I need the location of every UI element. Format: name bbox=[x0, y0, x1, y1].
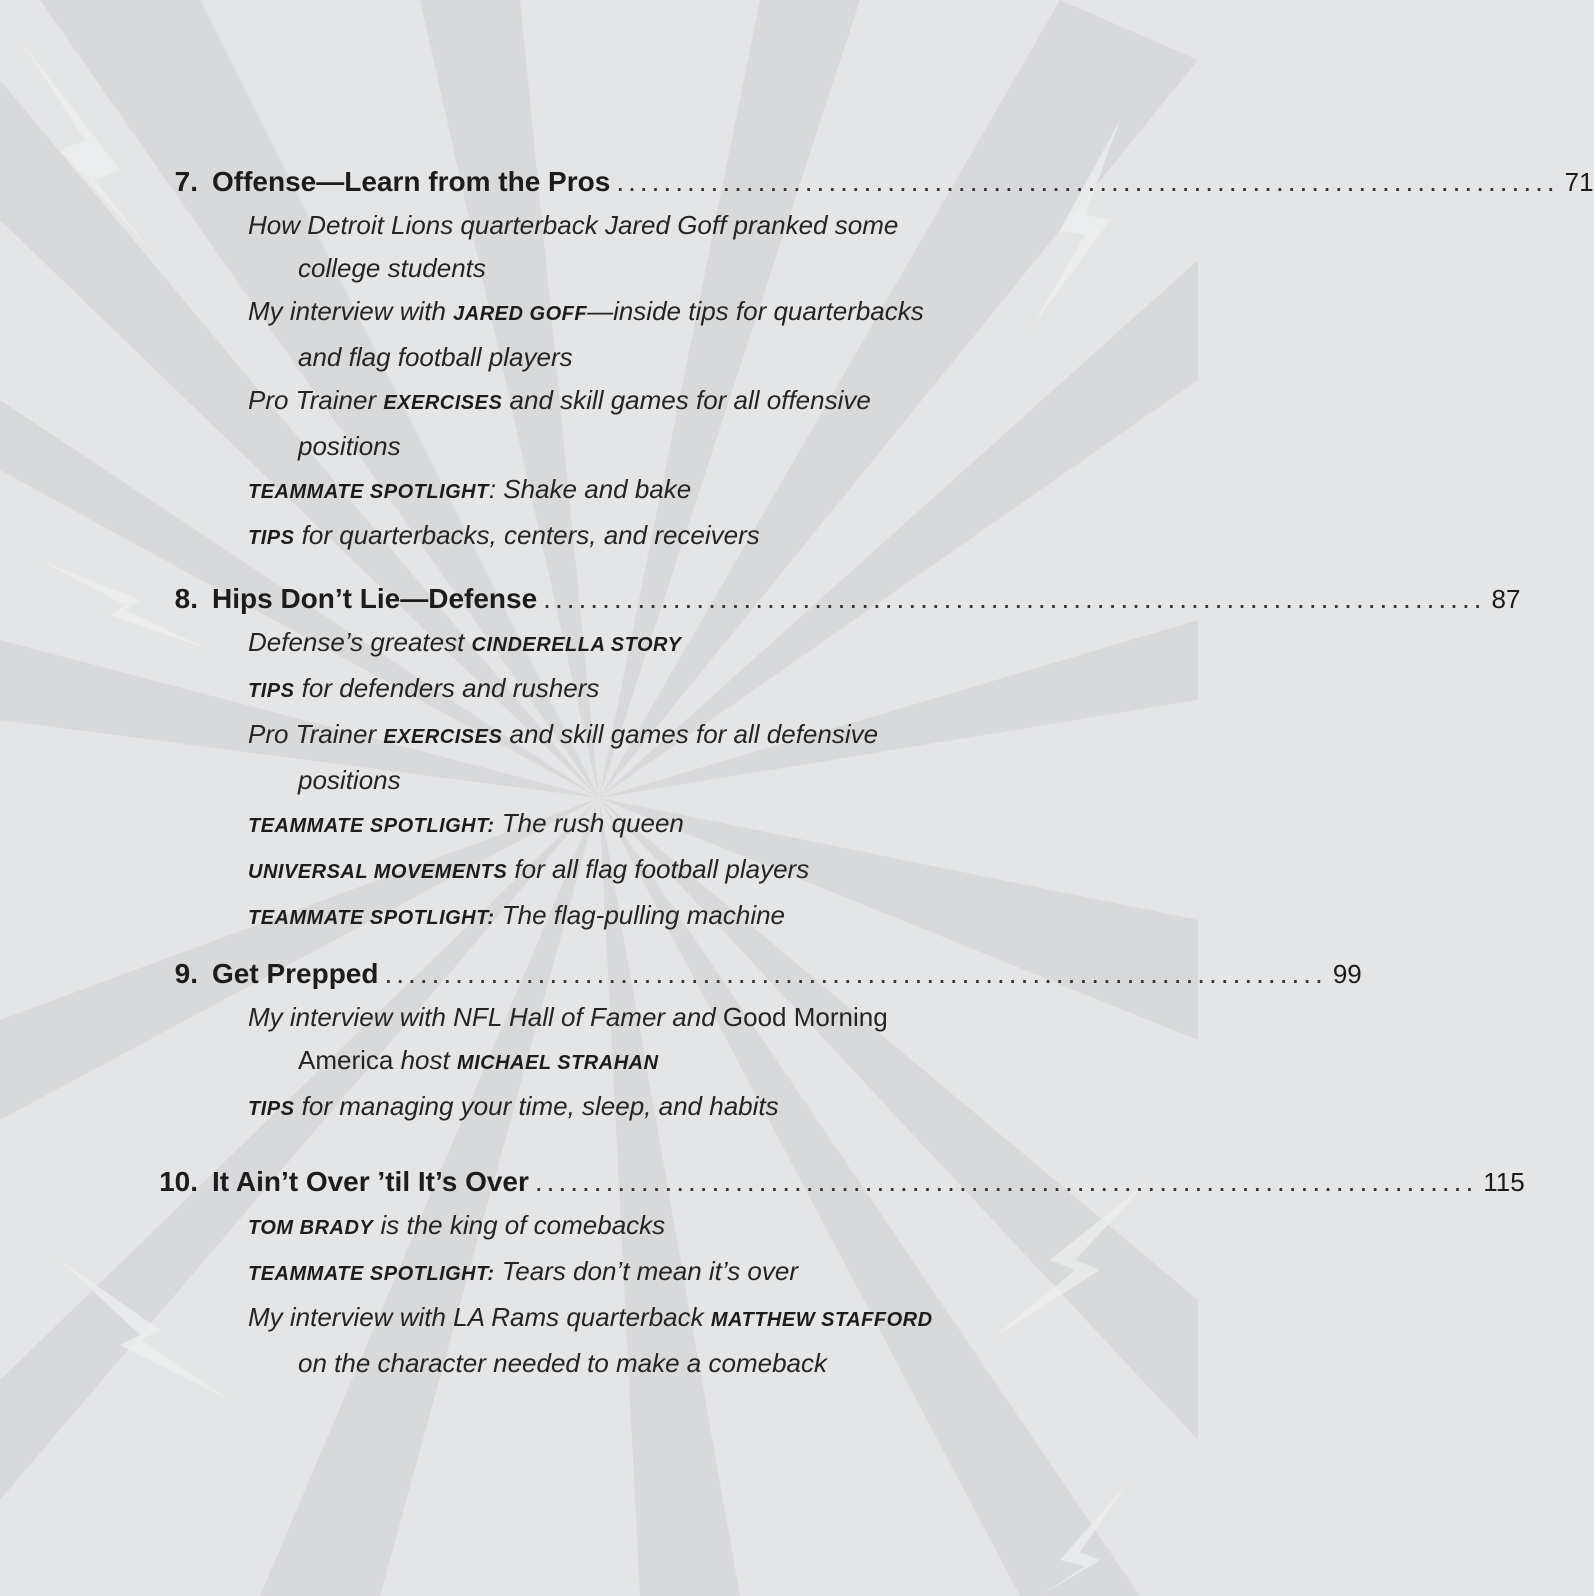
dot-leader: ................................................................................ bbox=[534, 1166, 1478, 1197]
chapter-entry bbox=[248, 290, 938, 379]
entry-keyword: TOM BRADY bbox=[248, 1217, 374, 1239]
entry-text: Good Morning bbox=[722, 1002, 888, 1032]
entry-line bbox=[248, 1250, 938, 1296]
entry-line bbox=[248, 802, 938, 848]
entry-line bbox=[248, 713, 938, 759]
entry-text: for all flag football players bbox=[507, 854, 810, 884]
entry-line bbox=[248, 1085, 938, 1131]
chapter-number: 7. bbox=[174, 166, 198, 197]
entry-line bbox=[248, 894, 938, 940]
chapter-entry bbox=[248, 379, 938, 468]
chapter-section bbox=[150, 160, 1594, 560]
chapter-entry bbox=[248, 894, 938, 940]
chapter-number: 9. bbox=[174, 958, 198, 989]
chapter-page-number: 87 bbox=[1491, 584, 1521, 614]
entry-text: and skill games for all offensive bbox=[502, 385, 871, 415]
entry-text: Pro Trainer bbox=[248, 719, 384, 749]
entry-keyword: UNIVERSAL MOVEMENTS bbox=[248, 861, 508, 883]
entry-text: is the king of comebacks bbox=[373, 1210, 666, 1240]
entry-line bbox=[248, 1039, 938, 1085]
chapter-section bbox=[150, 952, 1362, 1131]
chapter-title: It Ain’t Over ’til It’s Over bbox=[212, 1166, 529, 1197]
entry-text: on the character needed to make a comeback bbox=[298, 1348, 827, 1378]
chapter-title: Offense—Learn from the Pros bbox=[212, 166, 611, 197]
entry-line bbox=[248, 1296, 938, 1342]
entry-line bbox=[248, 290, 938, 336]
entry-keyword: JARED GOFF bbox=[453, 303, 588, 325]
entry-keyword: CINDERELLA STORY bbox=[471, 634, 682, 656]
entry-text: college students bbox=[298, 253, 486, 283]
entry-line bbox=[248, 425, 938, 468]
chapter-entry bbox=[248, 996, 938, 1085]
entry-text: How Detroit Lions quarterback Jared Goff pranked some bbox=[248, 210, 899, 240]
entry-keyword: TEAMMATE SPOTLIGHT: bbox=[248, 815, 495, 837]
entry-text: host bbox=[393, 1045, 457, 1075]
entry-line bbox=[248, 848, 938, 894]
entry-text: positions bbox=[298, 765, 401, 795]
entry-text: My interview with LA Rams quarterback bbox=[248, 1302, 711, 1332]
chapter-entry bbox=[248, 1204, 938, 1250]
entry-keyword: TIPS bbox=[248, 680, 295, 702]
chapter-heading[interactable] bbox=[150, 577, 1521, 621]
chapter-heading[interactable] bbox=[150, 160, 1594, 204]
chapter-title: Hips Don’t Lie—Defense bbox=[212, 583, 538, 614]
dot-leader: ................................................................................ bbox=[616, 166, 1559, 197]
chapter-number: 8. bbox=[174, 583, 198, 614]
dot-leader: ................................................................................ bbox=[543, 583, 1486, 614]
entry-keyword: MICHAEL STRAHAN bbox=[456, 1052, 659, 1074]
chapter-entry bbox=[248, 204, 938, 290]
entry-keyword: MATTHEW STAFFORD bbox=[710, 1309, 933, 1331]
chapter-entry bbox=[248, 667, 938, 713]
dot-leader: ................................................................................ bbox=[384, 958, 1327, 989]
entry-text: My interview with NFL Hall of Famer and bbox=[248, 1002, 723, 1032]
entry-keyword: TIPS bbox=[248, 527, 295, 549]
entry-keyword: TEAMMATE SPOTLIGHT: bbox=[248, 907, 495, 929]
entry-text: : Shake and bake bbox=[488, 474, 692, 504]
entry-line bbox=[248, 379, 938, 425]
chapter-entry bbox=[248, 713, 938, 802]
chapter-page-number: 71 bbox=[1564, 167, 1594, 197]
entry-text: and flag football players bbox=[298, 342, 573, 372]
entry-text: The flag-pulling machine bbox=[494, 900, 786, 930]
chapter-entry bbox=[248, 621, 938, 667]
entry-text: The rush queen bbox=[494, 808, 684, 838]
chapter-entry bbox=[248, 468, 938, 514]
entry-text: for quarterbacks, centers, and receivers bbox=[294, 520, 760, 550]
entry-keyword: TEAMMATE SPOTLIGHT: bbox=[248, 1263, 495, 1285]
chapter-entry bbox=[248, 514, 938, 560]
entry-line bbox=[248, 204, 938, 247]
entry-keyword: EXERCISES bbox=[383, 726, 503, 748]
chapter-section bbox=[150, 577, 1521, 940]
entry-text: My interview with bbox=[248, 296, 454, 326]
entry-keyword: TIPS bbox=[248, 1098, 295, 1120]
chapter-entry bbox=[248, 848, 938, 894]
chapter-heading[interactable] bbox=[150, 952, 1362, 996]
entry-text: and skill games for all defensive bbox=[502, 719, 879, 749]
entry-line bbox=[248, 514, 938, 560]
entry-line bbox=[248, 336, 938, 379]
entry-keyword: EXERCISES bbox=[383, 392, 503, 414]
entry-text: for managing your time, sleep, and habits bbox=[294, 1091, 779, 1121]
chapter-entry bbox=[248, 1296, 938, 1385]
entry-text: Defense’s greatest bbox=[248, 627, 472, 657]
chapter-page-number: 99 bbox=[1332, 959, 1362, 989]
entry-line bbox=[248, 996, 938, 1039]
entry-line bbox=[248, 1204, 938, 1250]
chapter-page-number: 115 bbox=[1483, 1167, 1525, 1197]
entry-text: Tears don’t mean it’s over bbox=[494, 1256, 799, 1286]
entry-line bbox=[248, 247, 938, 290]
chapter-number: 10. bbox=[159, 1166, 198, 1197]
entry-line bbox=[248, 1342, 938, 1385]
entry-text: for defenders and rushers bbox=[294, 673, 600, 703]
entry-text: —inside tips for quarterbacks bbox=[587, 296, 924, 326]
entry-line bbox=[248, 759, 938, 802]
chapter-entry bbox=[248, 802, 938, 848]
entry-text: America bbox=[298, 1045, 394, 1075]
entry-line bbox=[248, 621, 938, 667]
entry-text: Pro Trainer bbox=[248, 385, 384, 415]
entry-line bbox=[248, 667, 938, 713]
chapter-title: Get Prepped bbox=[212, 958, 379, 989]
entry-line bbox=[248, 468, 938, 514]
entry-keyword: TEAMMATE SPOTLIGHT bbox=[248, 481, 489, 503]
chapter-section bbox=[150, 1160, 1525, 1385]
chapter-entry bbox=[248, 1085, 938, 1131]
entry-text: positions bbox=[298, 431, 401, 461]
chapter-entry bbox=[248, 1250, 938, 1296]
chapter-heading[interactable] bbox=[150, 1160, 1525, 1204]
